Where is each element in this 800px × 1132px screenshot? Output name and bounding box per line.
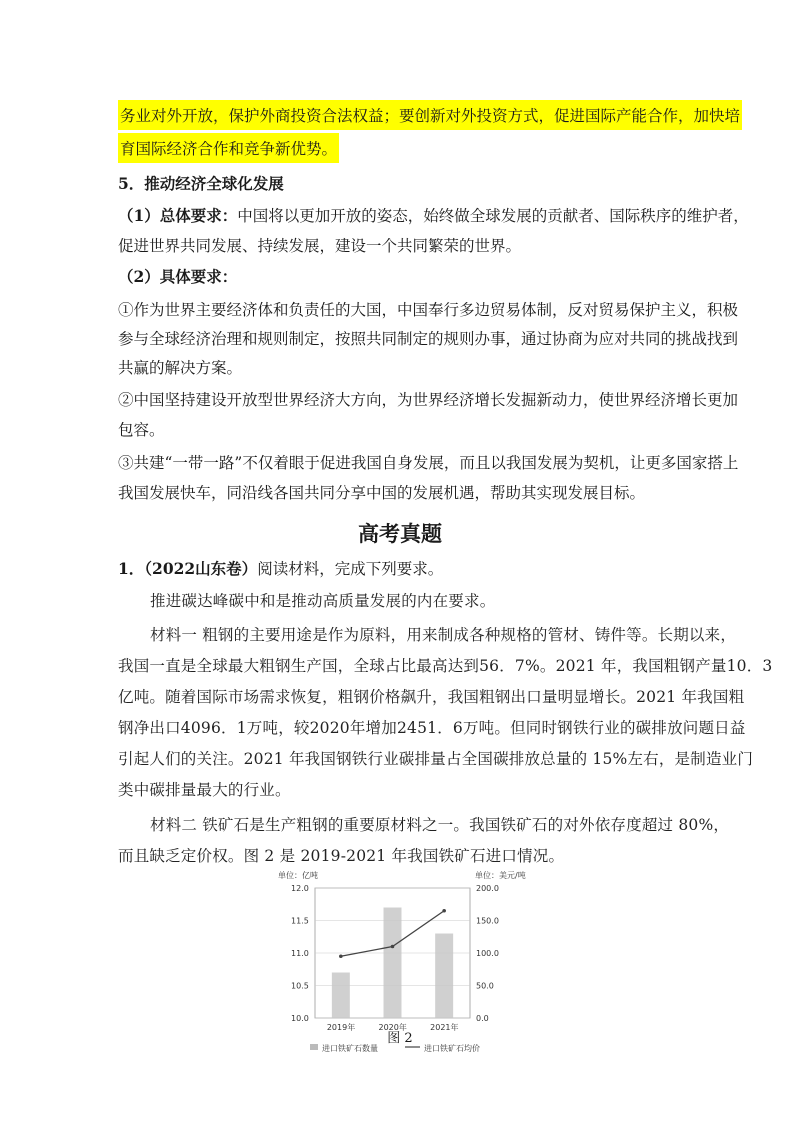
- right-tick-label: 150.0: [476, 916, 499, 926]
- item-2-line-1: ②中国坚持建设开放型世界经济大方向，为世界经济增长发掘新动力，使世界经济增长更加: [118, 391, 739, 409]
- price-point-2: [391, 945, 395, 949]
- right-tick-label: 100.0: [476, 949, 499, 958]
- left-tick-label: 10.0: [291, 1014, 309, 1023]
- right-tick-label: 0.0: [476, 1014, 489, 1023]
- legend-line-label: 进口铁矿石均价: [424, 1044, 480, 1053]
- material-1-line-1: 材料一 粗钢的主要用途是作为原料，用来制成各种规格的管材、铸件等。长期以来，: [150, 626, 737, 644]
- x-tick-label: 2020年: [378, 1023, 407, 1032]
- left-tick-labels: [291, 884, 309, 1023]
- question-header: 1．（2022山东卷）阅读材料，完成下列要求。: [118, 559, 444, 578]
- left-tick-label: 11.5: [291, 916, 309, 926]
- figure-caption: 图 2: [387, 1031, 413, 1046]
- highlighted-line-1: 务业对外开放，保护外商投资合法权益；要创新对外投资方式，促进国际产能合作，加快培: [118, 100, 742, 130]
- price-point-3: [442, 909, 446, 913]
- bar-1: [332, 973, 350, 1019]
- material-2-line-2: 而且缺乏定价权。图 2 是 2019-2021 年我国铁矿石进口情况。: [118, 847, 565, 865]
- left-tick-label: 12.0: [291, 884, 309, 893]
- material-1-line-6: 类中碳排量最大的行业。: [118, 781, 291, 799]
- material-2-line-1: 材料二 铁矿石是生产粗钢的重要原材料之一。我国铁矿石的对外依存度超过 80%，: [150, 816, 730, 834]
- section-title: 高考真题: [358, 522, 442, 546]
- bar-series: [332, 908, 453, 1019]
- left-tick-label: 10.5: [291, 981, 309, 991]
- left-unit-label: 单位：亿吨: [278, 871, 318, 880]
- overall-requirement: （1）总体要求：中国将以更加开放的姿态，始终做全球发展的贡献者、国际秩序的维护者，: [118, 206, 749, 225]
- question-intro: 推进碳达峰碳中和是推动高质量发展的内在要求。: [150, 592, 496, 610]
- right-tick-labels: [476, 884, 499, 1023]
- material-1-line-3: 亿吨。随着国际市场需求恢复，粗钢价格飙升，我国粗钢出口量明显增长。2021 年我国粗: [118, 688, 745, 706]
- x-tick-label: 2021年: [430, 1023, 459, 1032]
- right-tick-label: 200.0: [476, 884, 499, 893]
- section-heading-5: 5．推动经济全球化发展: [118, 174, 284, 193]
- material-1-line-4: 钢净出口4096．1万吨，较2020年增加2451．6万吨。但同时钢铁行业的碳排放问题日益: [118, 719, 746, 737]
- item-3-line-2: 我国发展快车，同沿线各国共同分享中国的发展机遇，帮助其实现发展目标。: [118, 484, 646, 502]
- item-1-line-1: ①作为世界主要经济体和负责任的大国，中国奉行多边贸易体制，反对贸易保护主义，积极: [118, 301, 739, 319]
- item-1-line-2: 参与全球经济治理和规则制定，按照共同制定的规则办事，通过协商为应对共同的挑战找到: [118, 330, 739, 348]
- item-3-line-1: ③共建“一带一路”不仅着眼于促进我国自身发展，而且以我国发展为契机，让更多国家搭上: [118, 454, 739, 472]
- right-unit-label: 单位：美元/吨: [475, 871, 526, 880]
- bar-3: [435, 934, 453, 1019]
- legend-bar-label: 进口铁矿石数量: [322, 1044, 378, 1053]
- item-1-line-3: 共赢的解决方案。: [118, 359, 243, 377]
- item-2-line-2: 包容。: [118, 421, 165, 439]
- highlighted-line-2: 育国际经济合作和竞争新优势。: [118, 133, 339, 163]
- material-1-line-2: 我国一直是全球最大粗钢生产国，全球占比最高达到56．7%。2021 年，我国粗钢产量10．3: [118, 657, 773, 675]
- right-tick-label: 50.0: [476, 981, 494, 991]
- specific-requirement-heading: （2）具体要求：: [118, 267, 238, 286]
- bar-2: [384, 908, 402, 1019]
- price-point-1: [339, 954, 343, 958]
- x-tick-label: 2019年: [326, 1023, 356, 1032]
- material-1-line-5: 引起人们的关注。2021 年我国钢铁行业碳排量占全国碳排放总量的 15%左右，是制造业门: [118, 750, 754, 768]
- overall-requirement-cont: 促进世界共同发展、持续发展，建设一个共同繁荣的世界。: [118, 237, 522, 255]
- left-tick-label: 11.0: [291, 949, 309, 958]
